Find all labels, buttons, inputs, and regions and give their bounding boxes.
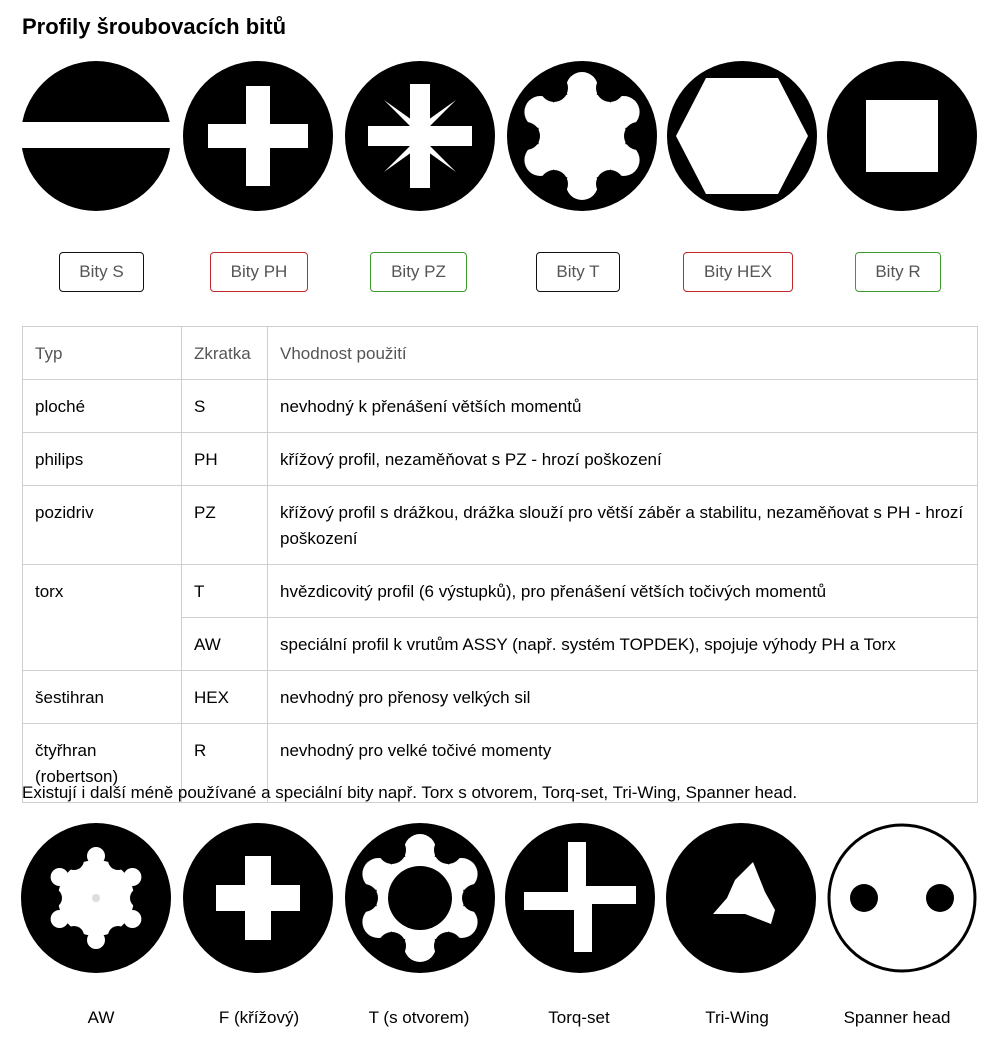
header-abbr: Zkratka <box>182 327 268 380</box>
cell-type: ploché <box>23 380 182 433</box>
cross-icon <box>182 822 334 974</box>
cell-use: křížový profil, nezaměňovat s PZ - hrozí poškození <box>268 433 978 486</box>
cell-abbr: S <box>182 380 268 433</box>
torq-set-icon <box>504 822 656 974</box>
cell-use: nevhodný pro přenosy velkých sil <box>268 671 978 724</box>
spanner-head-icon <box>826 822 978 974</box>
pozidriv-icon <box>344 60 496 212</box>
label-spanner-head: Spanner head <box>843 1008 951 1027</box>
note-text: Existují i další méně používané a speciální bity např. Torx s otvorem, Torq-set, Tri-Wing, Spanner head. <box>22 783 798 802</box>
torx-icon <box>506 60 658 212</box>
torx-hole-icon <box>344 822 496 974</box>
top-icons-row <box>0 60 1000 212</box>
cell-type: torx <box>23 565 182 671</box>
label-cross: F (křížový) <box>218 1008 300 1027</box>
slotted-icon <box>20 60 172 212</box>
label-tri-wing: Tri-Wing <box>705 1008 769 1027</box>
cell-type: čtyřhran (robertson) <box>23 724 182 803</box>
cell-type: šestihran <box>23 671 182 724</box>
cell-use: nevhodný pro velké točivé momenty <box>268 724 978 803</box>
cell-abbr: R <box>182 724 268 803</box>
table-row <box>23 486 978 565</box>
label-aw: AW <box>87 1008 115 1027</box>
table-row <box>23 433 978 486</box>
cell-abbr: PH <box>182 433 268 486</box>
bit-buttons <box>0 252 1000 294</box>
bits-r-button[interactable]: Bity R <box>855 252 941 292</box>
cell-use: speciální profil k vrutům ASSY (např. systém TOPDEK), spojuje výhody PH a Torx <box>268 618 978 671</box>
cell-use: hvězdicovitý profil (6 výstupků), pro přenášení větších točivých momentů <box>268 565 978 618</box>
bits-s-button[interactable]: Bity S <box>59 252 144 292</box>
aw-icon <box>20 822 172 974</box>
hex-icon <box>666 60 818 212</box>
bits-hex-button[interactable]: Bity HEX <box>683 252 793 292</box>
tri-wing-icon <box>665 822 817 974</box>
cell-use: křížový profil s drážkou, drážka slouží pro větší záběr a stabilitu, nezaměňovat s PH - hrozí poškození <box>268 486 978 565</box>
page-title: Profily šroubovacích bitů <box>22 14 287 39</box>
phillips-icon <box>182 60 334 212</box>
bits-ph-button[interactable]: Bity PH <box>210 252 308 292</box>
bits-pz-button[interactable]: Bity PZ <box>370 252 467 292</box>
bottom-labels <box>0 1008 1000 1032</box>
cell-abbr: PZ <box>182 486 268 565</box>
cell-abbr: T <box>182 565 268 618</box>
table-header-row <box>23 327 978 380</box>
table-row <box>23 380 978 433</box>
square-icon <box>826 60 978 212</box>
header-type: Typ <box>23 327 182 380</box>
bottom-icons-row <box>0 822 1000 974</box>
cell-use: nevhodný k přenášení větších momentů <box>268 380 978 433</box>
bit-profiles-table <box>22 326 978 803</box>
cell-type: philips <box>23 433 182 486</box>
bits-t-button[interactable]: Bity T <box>536 252 620 292</box>
header-use: Vhodnost použití <box>268 327 978 380</box>
table-row <box>23 671 978 724</box>
cell-type: pozidriv <box>23 486 182 565</box>
cell-abbr: AW <box>182 618 268 671</box>
label-torq-set: Torq-set <box>548 1008 610 1027</box>
cell-abbr: HEX <box>182 671 268 724</box>
label-torx-hole: T (s otvorem) <box>368 1008 470 1027</box>
table-row <box>23 565 978 618</box>
